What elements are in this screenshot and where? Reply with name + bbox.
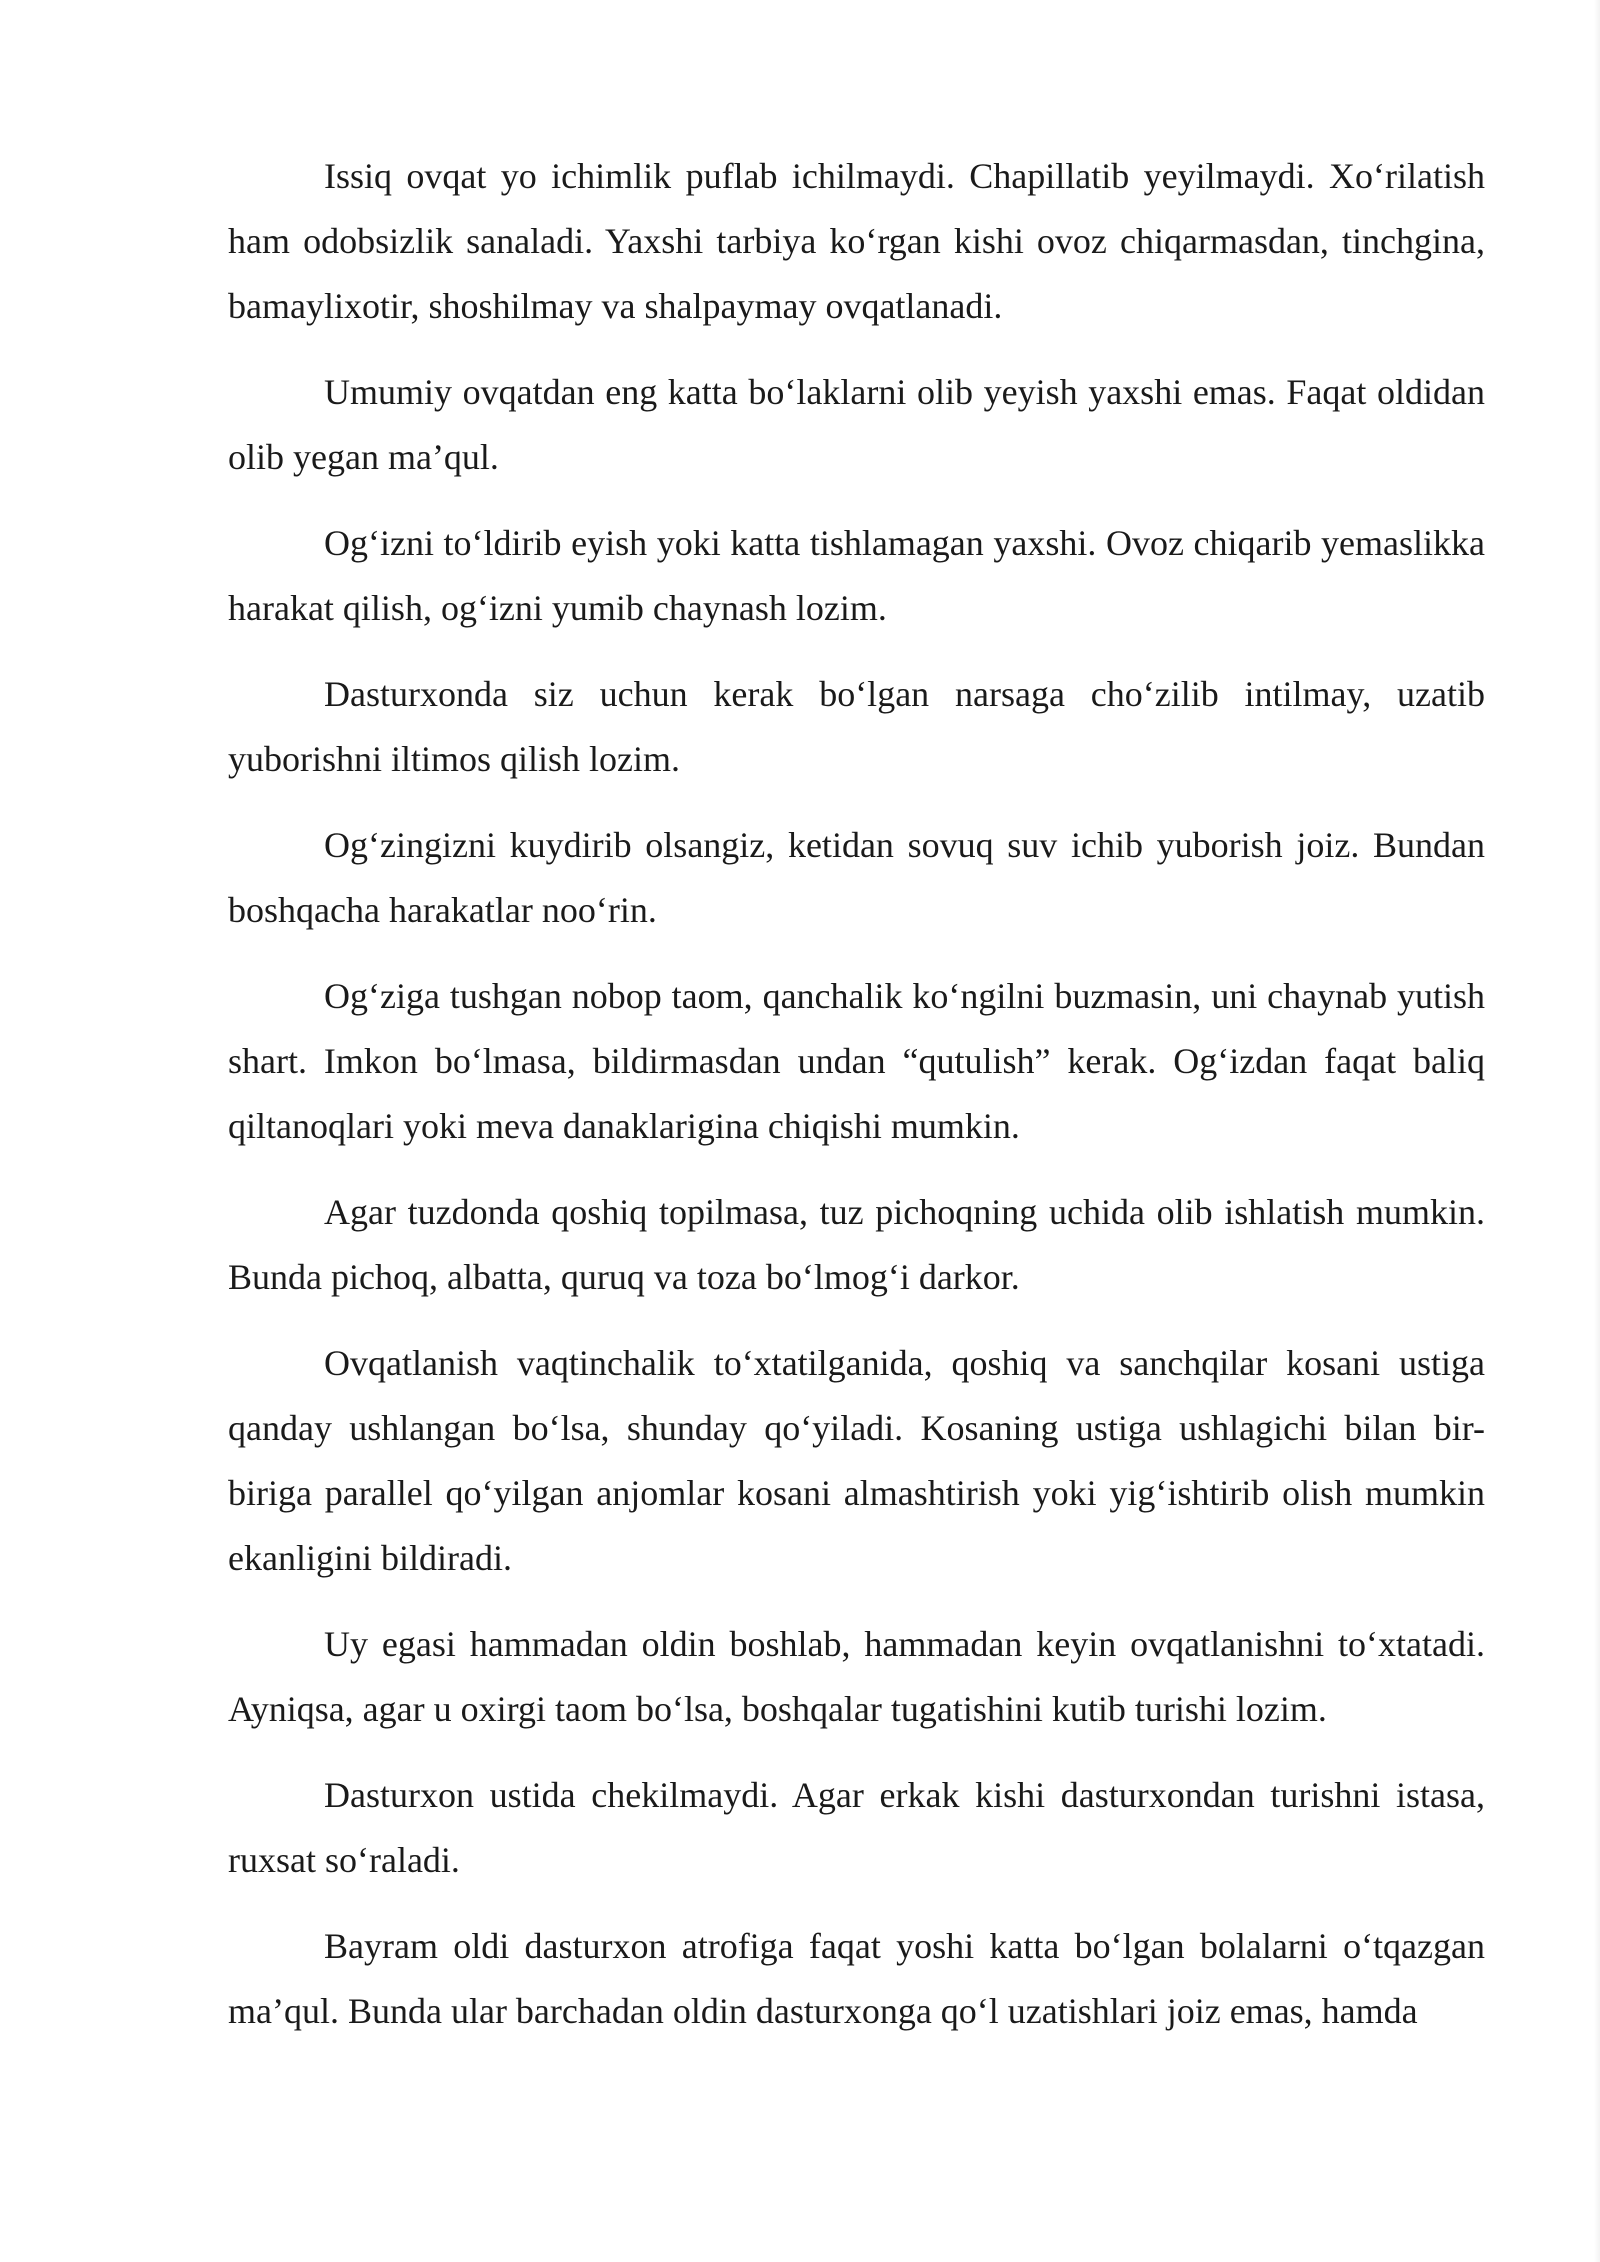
paragraph-1: Issiq ovqat yo ichimlik puflab ichilmaydi. Chapillatib yeyilmaydi. Xo‘rilatish ham odobsizlik sanaladi. Yaxshi tarbiya ko‘rgan kishi ovoz chiqarmasdan, tinchgina, bamaylixotir, shoshilmay va shalpaymay ovqatlanadi. [228, 156, 1485, 326]
paragraph-9: Uy egasi hammadan oldin boshlab, hammadan keyin ovqatlanishni to‘xtatadi. Ayniqsa, agar u oxirgi taom bo‘lsa, boshqalar tugatishini kutib turishi lozim. [228, 1624, 1485, 1729]
paragraph-2: Umumiy ovqatdan eng katta bo‘laklarni olib yeyish yaxshi emas. Faqat oldidan olib yegan ma’qul. [228, 372, 1485, 477]
paragraph-8: Ovqatlanish vaqtinchalik to‘xtatilganida, qoshiq va sanchqilar kosani ustiga qanday ushlangan bo‘lsa, shunday qo‘yiladi. Kosaning ustiga ushlagichi bilan bir-biriga parallel qo‘yilgan anjomlar kosani almashtirish yoki yig‘ishtirib olish mumkin ekanligini bildiradi. [228, 1343, 1485, 1578]
paragraph-10: Dasturxon ustida chekilmaydi. Agar erkak kishi dasturxondan turishni istasa, ruxsat so‘raladi. [228, 1775, 1485, 1880]
page-edge-shadow [1594, 0, 1600, 2262]
paragraph-6: Og‘ziga tushgan nobop taom, qanchalik ko‘ngilni buzmasin, uni chaynab yutish shart. Imkon bo‘lmasa, bildirmasdan undan “qutulish” kerak. Og‘izdan faqat baliq qiltanoqlari yoki meva danaklarigina chiqishi mumkin. [228, 976, 1485, 1146]
paragraph-4: Dasturxonda siz uchun kerak bo‘lgan narsaga cho‘zilib intilmay, uzatib yuborishni iltimos qilish lozim. [228, 674, 1485, 779]
paragraph-3: Og‘izni to‘ldirib eyish yoki katta tishlamagan yaxshi. Ovoz chiqarib yemaslikka harakat qilish, og‘izni yumib chaynash lozim. [228, 523, 1485, 628]
document-body [228, 144, 1485, 2044]
paragraph-5: Og‘zingizni kuydirib olsangiz, ketidan sovuq suv ichib yuborish joiz. Bundan boshqacha harakatlar noo‘rin. [228, 825, 1485, 930]
paragraph-11: Bayram oldi dasturxon atrofiga faqat yoshi katta bo‘lgan bolalarni o‘tqazgan ma’qul. Bunda ular barchadan oldin dasturxonga qo‘l uzatishlari joiz emas, hamda [228, 1926, 1485, 2031]
paragraph-7: Agar tuzdonda qoshiq topilmasa, tuz pichoqning uchida olib ishlatish mumkin. Bunda pichoq, albatta, quruq va toza bo‘lmog‘i darkor. [228, 1192, 1485, 1297]
